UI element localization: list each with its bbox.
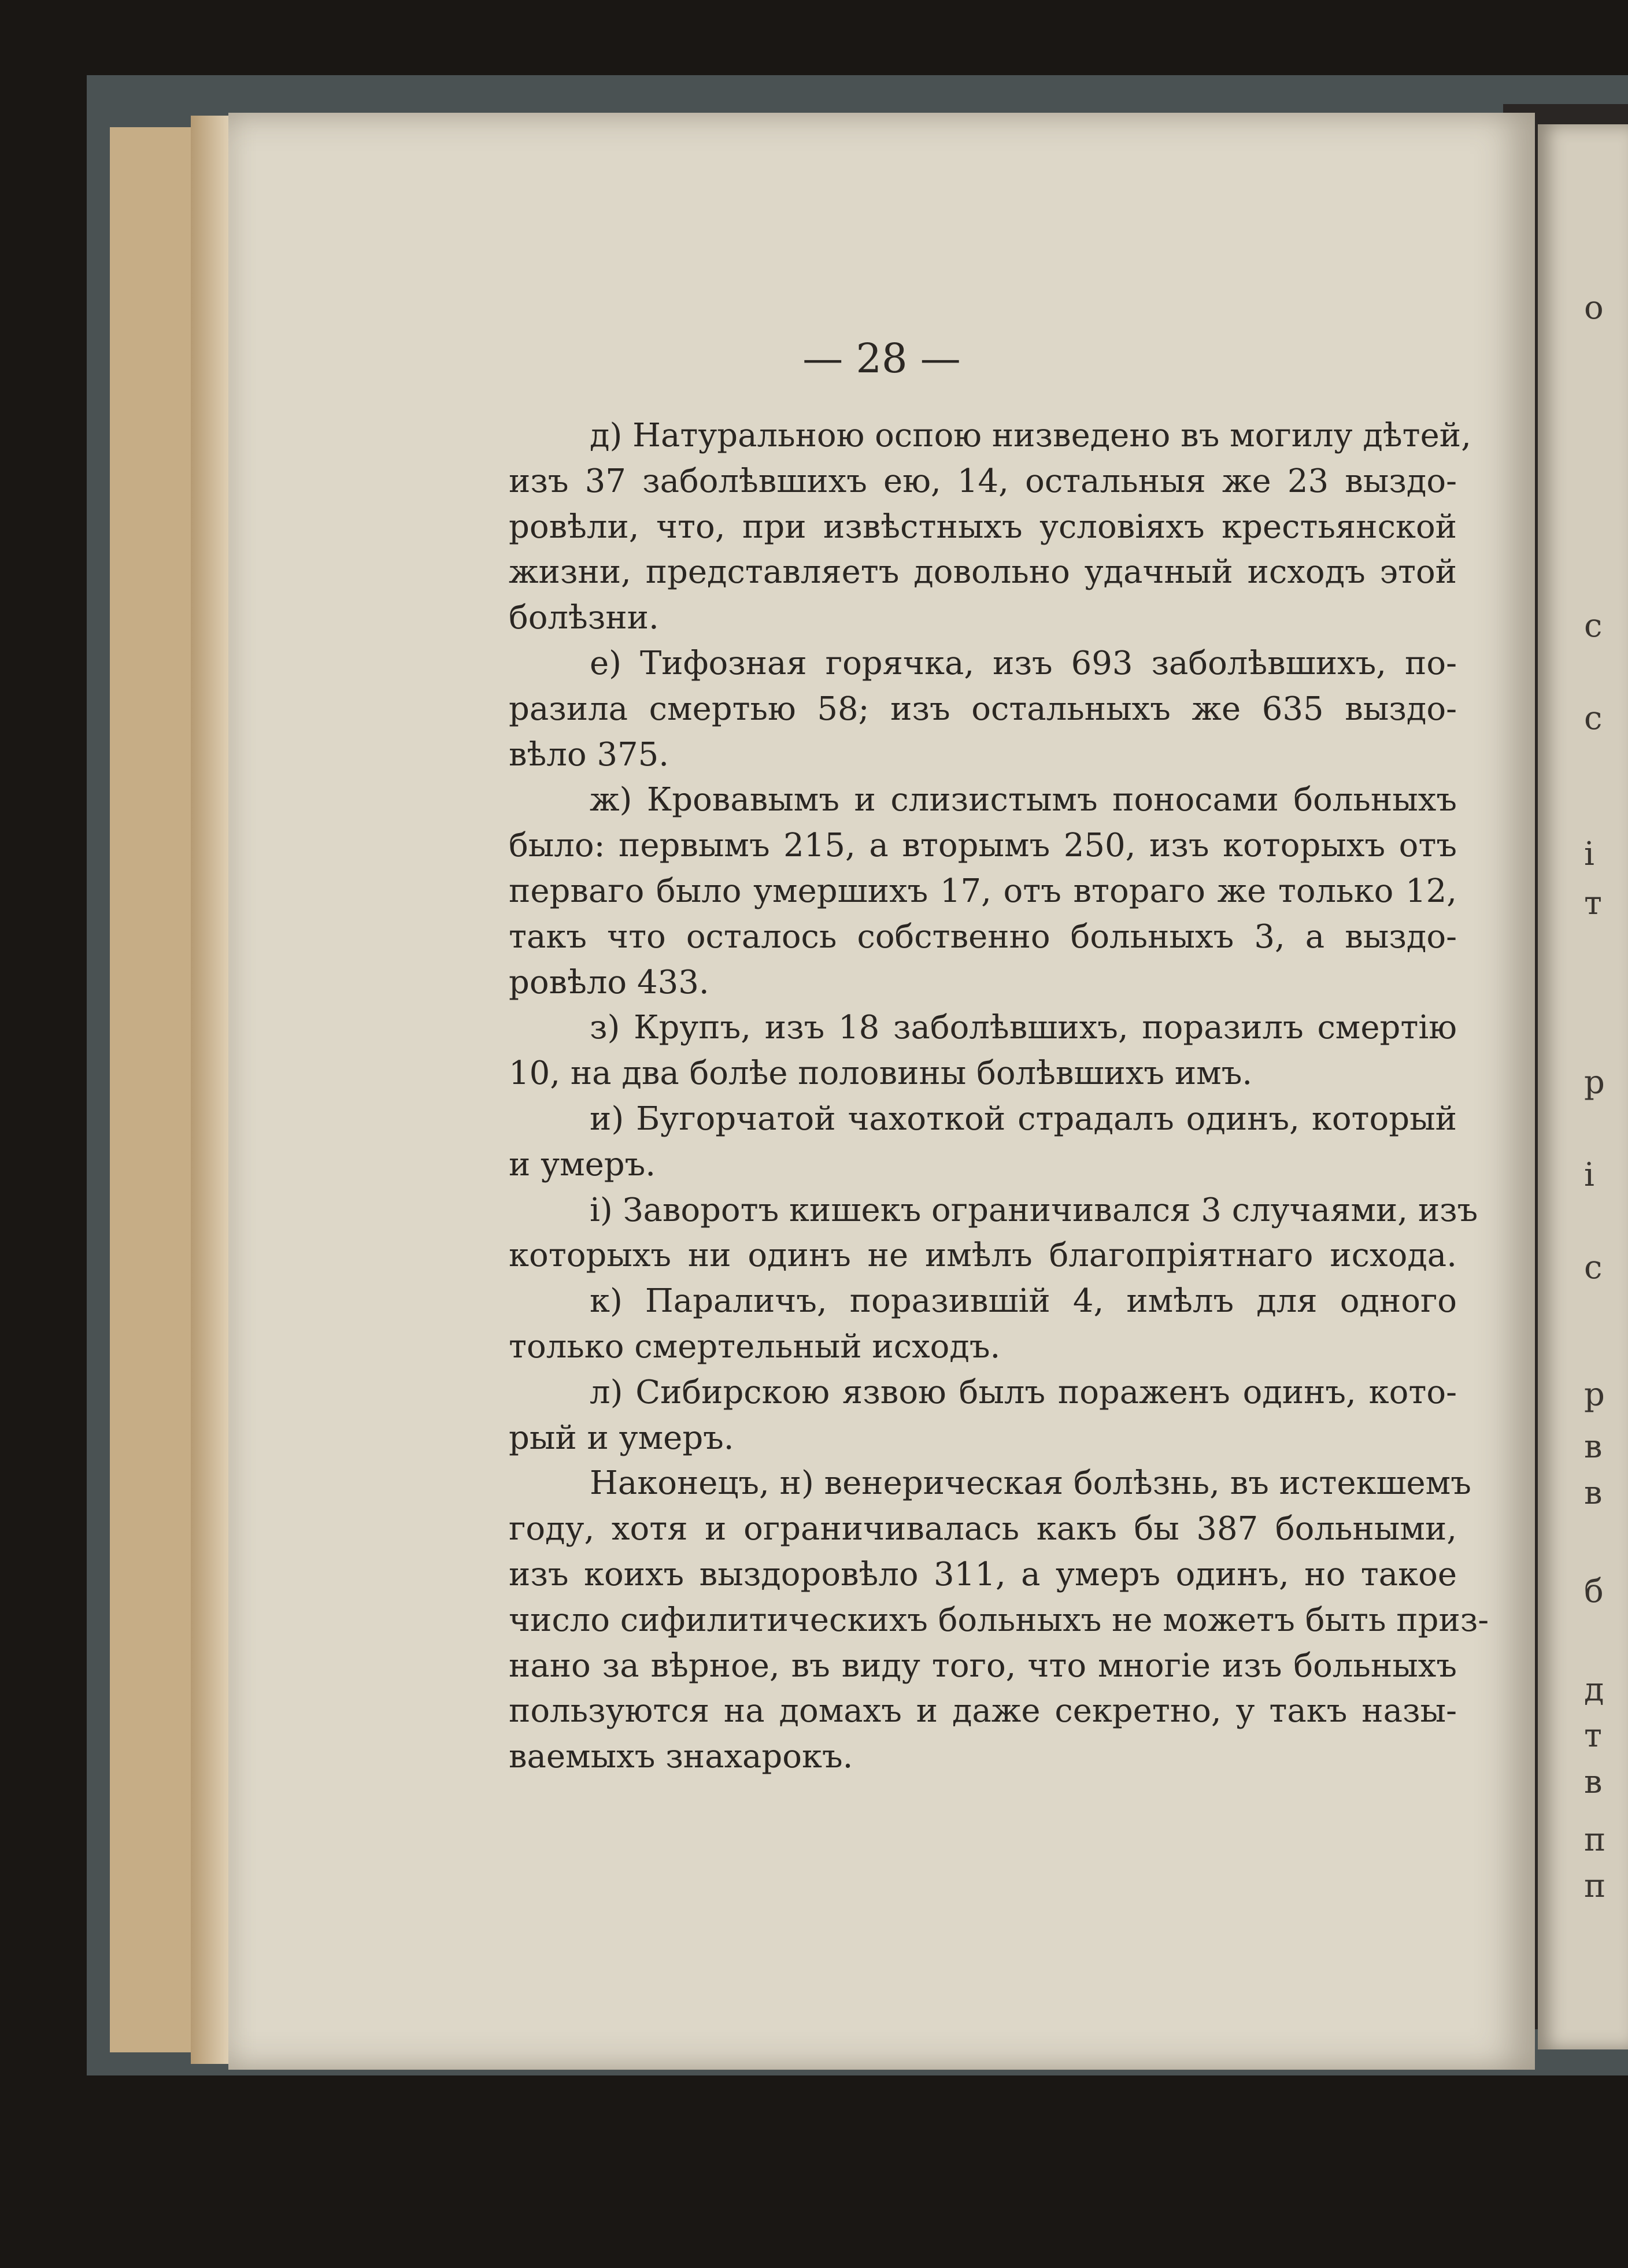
text-line: л) Сибирскою язвою былъ пораженъ одинъ, кото- [590, 1373, 1457, 1411]
text-line: изъ 37 заболѣвшихъ ею, 14, остальныя же 23 выздо- [509, 462, 1457, 500]
text-line: рый и умеръ. [509, 1419, 734, 1457]
text-line: 10, на два болѣе половины болѣвшихъ имъ. [509, 1055, 1253, 1093]
text-line: и) Бугорчатой чахоткой страдалъ одинъ, который [590, 1100, 1457, 1138]
text-line: перваго было умершихъ 17, отъ втораго же только 12, [509, 872, 1457, 910]
next-page-glyph: т [1584, 885, 1602, 922]
next-page-glyph: д [1584, 1671, 1604, 1708]
text-line: изъ коихъ выздоровѣло 311, а умеръ одинъ, но такое [509, 1555, 1457, 1593]
text-line: число сифилитическихъ больныхъ не можетъ быть приз- [509, 1601, 1489, 1639]
text-line: к) Параличъ, поразившій 4, имѣлъ для одного [590, 1282, 1457, 1320]
text-line: разила смертью 58; изъ остальныхъ же 635 выздо- [509, 690, 1457, 728]
next-page-glyph: б [1584, 1573, 1604, 1610]
text-line: і) Заворотъ кишекъ ограничивался 3 случаями, изъ [590, 1191, 1478, 1229]
text-line: и умеръ. [509, 1145, 656, 1183]
next-page-glyph: і [1584, 1156, 1594, 1194]
text-line: жизни, представляетъ довольно удачный исходъ этой [509, 553, 1457, 591]
text-line: з) Крупъ, изъ 18 заболѣвшихъ, поразилъ смертію [590, 1009, 1457, 1047]
text-line: ровѣли, что, при извѣстныхъ условіяхъ крестьянской [509, 508, 1457, 546]
text-line: ровѣло 433. [509, 963, 709, 1001]
next-page-glyph: с [1584, 607, 1603, 645]
text-line: году, хотя и ограничивалась какъ бы 387 больными, [509, 1510, 1457, 1548]
text-line: было: первымъ 215, а вторымъ 250, изъ которыхъ отъ [509, 827, 1457, 865]
text-line: е) Тифозная горячка, изъ 693 заболѣвшихъ, по- [590, 644, 1457, 682]
text-line: вѣло 375. [509, 735, 669, 774]
body-text [509, 413, 1489, 1780]
text-line: нано за вѣрное, въ виду того, что многіе изъ больныхъ [509, 1647, 1457, 1685]
next-page-glyph: і [1584, 835, 1594, 873]
text-line: ваемыхъ знахарокъ. [509, 1738, 853, 1776]
text-line: такъ что осталось собственно больныхъ 3, а выздо- [509, 917, 1457, 956]
next-page-glyph: п [1584, 1867, 1606, 1905]
page-number: — 28 — [802, 335, 961, 382]
next-page-glyph: с [1584, 700, 1603, 737]
text-line: д) Натуральною оспою низведено въ могилу дѣтей, [590, 417, 1471, 454]
page-edges [191, 116, 231, 2064]
next-page-glyph: р [1584, 1376, 1605, 1414]
next-page-glyph: о [1584, 289, 1604, 327]
text-line: только смертельный исходъ. [509, 1327, 1001, 1366]
next-page-sliver [1538, 124, 1628, 2049]
next-page-glyph: в [1584, 1763, 1603, 1801]
next-page-glyph: р [1584, 1064, 1605, 1101]
text-line: которыхъ ни одинъ не имѣлъ благопріятнаго исхода. [509, 1237, 1457, 1275]
next-page-glyph: в [1584, 1474, 1603, 1512]
next-page-glyph: в [1584, 1428, 1603, 1466]
next-page-glyph: п [1584, 1821, 1606, 1859]
text-line: ж) Кровавымъ и слизистымъ поносами больныхъ [590, 781, 1457, 819]
text-line: болѣзни. [509, 599, 659, 637]
next-page-glyph: т [1584, 1717, 1602, 1755]
text-line: пользуются на домахъ и даже секретно, у такъ назы- [509, 1692, 1457, 1730]
next-page-glyph: с [1584, 1249, 1603, 1286]
text-line: Наконецъ, н) венерическая болѣзнь, въ истекшемъ [590, 1464, 1471, 1503]
